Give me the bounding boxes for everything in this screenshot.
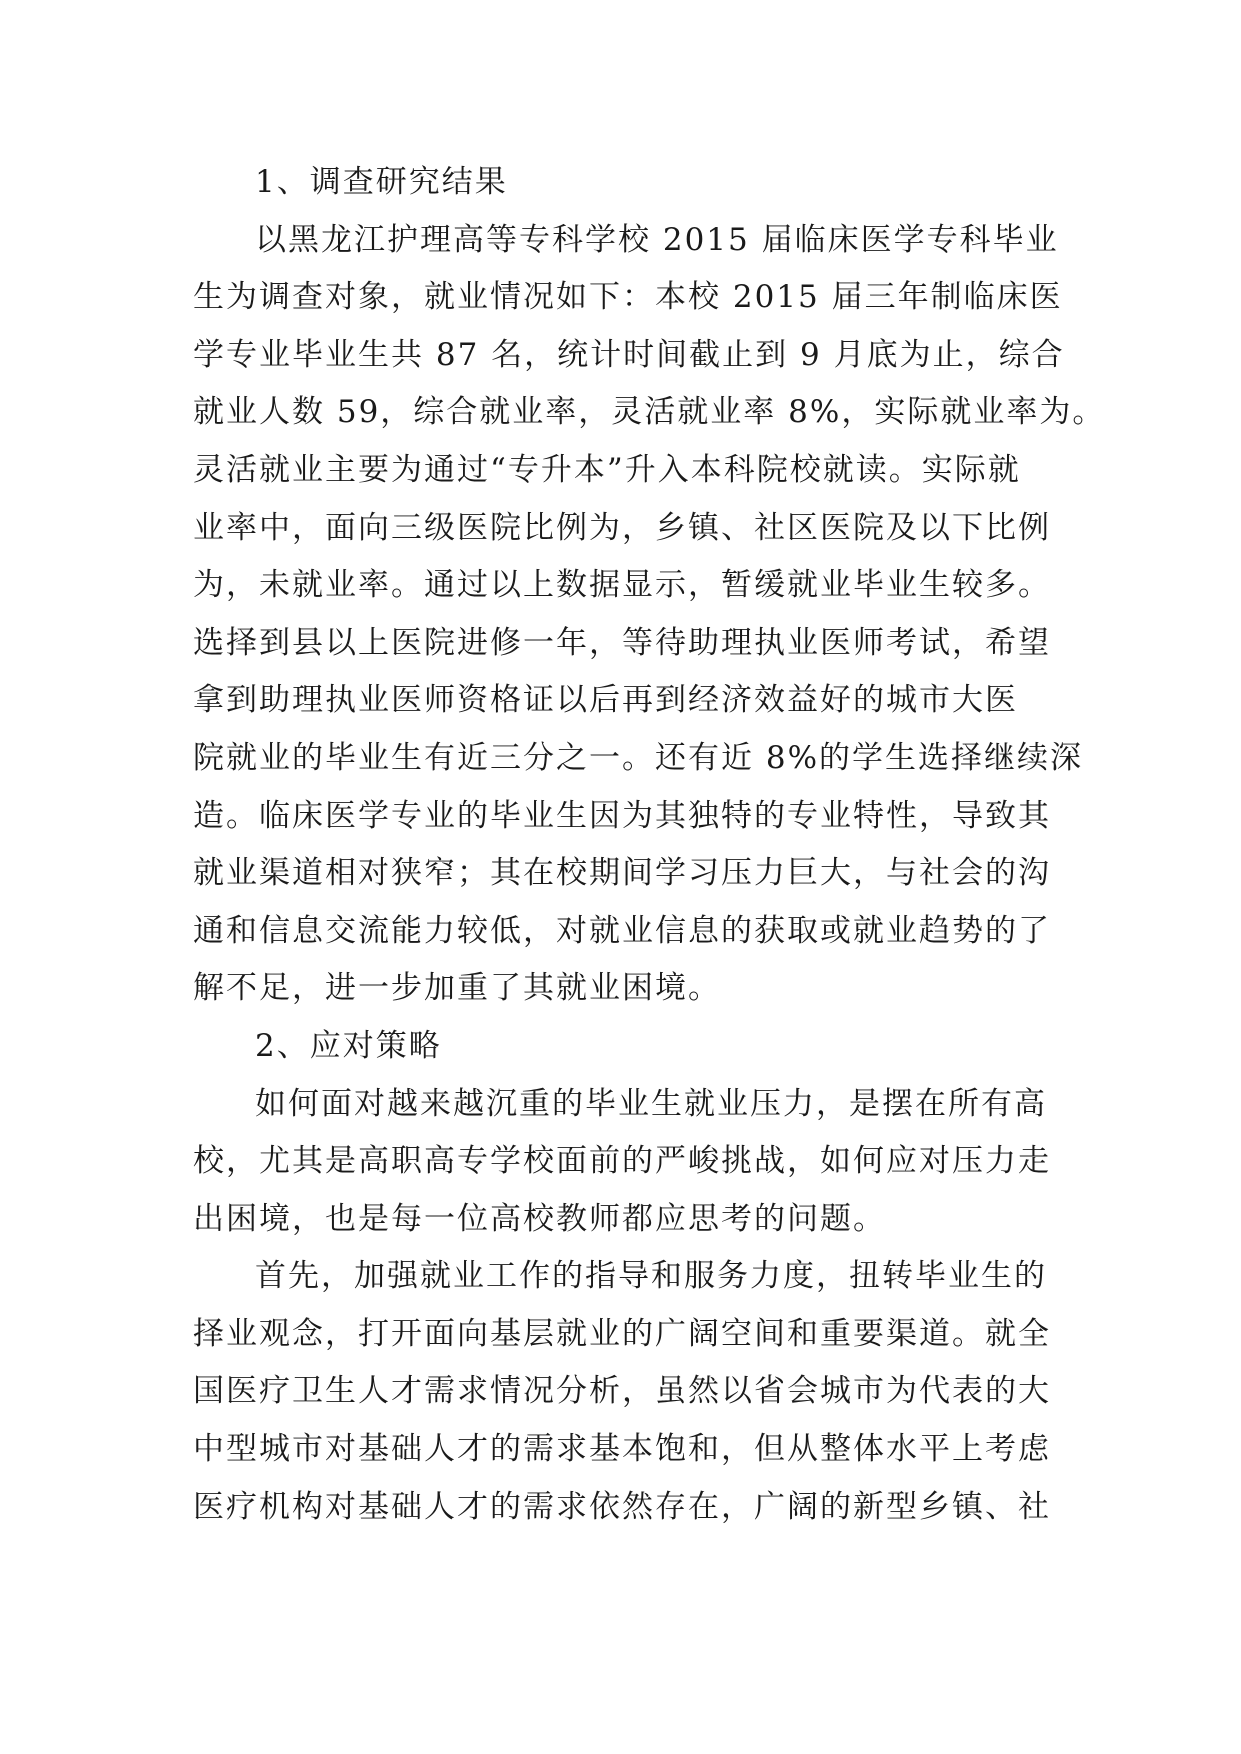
paragraph-line: 如何面对越来越沉重的毕业生就业压力，是摆在所有高 <box>255 1085 1047 1122</box>
paragraph-line: 出困境，也是每一位高校教师都应思考的问题。 <box>193 1200 886 1237</box>
paragraph-line: 灵活就业主要为通过“专升本”升入本科院校就读。实际就 <box>193 451 1021 488</box>
paragraph-line: 国医疗卫生人才需求情况分析，虽然以省会城市为代表的大 <box>193 1373 1051 1410</box>
paragraph-line: 校，尤其是高职高专学校面前的严峻挑战，如何应对压力走 <box>193 1143 1051 1180</box>
paragraph-line: 以黑龙江护理高等专科学校 2015 届临床医学专科毕业 <box>255 221 1059 258</box>
paragraph-line: 就业人数 59，综合就业率，灵活就业率 8%，实际就业率为。 <box>193 394 1106 431</box>
paragraph-line: 解不足，进一步加重了其就业困境。 <box>193 970 721 1007</box>
paragraph-line: 造。临床医学专业的毕业生因为其独特的专业特性，导致其 <box>193 797 1051 834</box>
paragraph-line: 中型城市对基础人才的需求基本饱和，但从整体水平上考虑 <box>193 1431 1051 1468</box>
paragraph-line: 择业观念，打开面向基层就业的广阔空间和重要渠道。就全 <box>193 1315 1051 1352</box>
paragraph-line: 医疗机构对基础人才的需求依然存在，广阔的新型乡镇、社 <box>193 1488 1051 1525</box>
paragraph-line: 拿到助理执业医师资格证以后再到经济效益好的城市大医 <box>193 682 1018 719</box>
paragraph-line: 通和信息交流能力较低，对就业信息的获取或就业趋势的了 <box>193 912 1051 949</box>
paragraph-line: 首先，加强就业工作的指导和服务力度，扭转毕业生的 <box>255 1258 1047 1295</box>
paragraph-line: 院就业的毕业生有近三分之一。还有近 8%的学生选择继续深 <box>193 739 1084 776</box>
paragraph-line: 就业渠道相对狭窄；其在校期间学习压力巨大，与社会的沟 <box>193 855 1051 892</box>
document-body <box>193 154 1106 1536</box>
paragraph-line: 学专业毕业生共 87 名，统计时间截止到 9 月底为止，综合 <box>193 336 1065 373</box>
section-heading: 1、调查研究结果 <box>255 164 508 200</box>
paragraph-line: 为，未就业率。通过以上数据显示，暂缓就业毕业生较多。 <box>193 567 1051 604</box>
paragraph-line: 选择到县以上医院进修一年，等待助理执业医师考试，希望 <box>193 624 1051 661</box>
section-heading: 2、应对策略 <box>255 1027 442 1064</box>
paragraph-line: 业率中，面向三级医院比例为，乡镇、社区医院及以下比例 <box>193 509 1051 546</box>
paragraph-line: 生为调查对象，就业情况如下：本校 2015 届三年制临床医 <box>193 279 1063 316</box>
